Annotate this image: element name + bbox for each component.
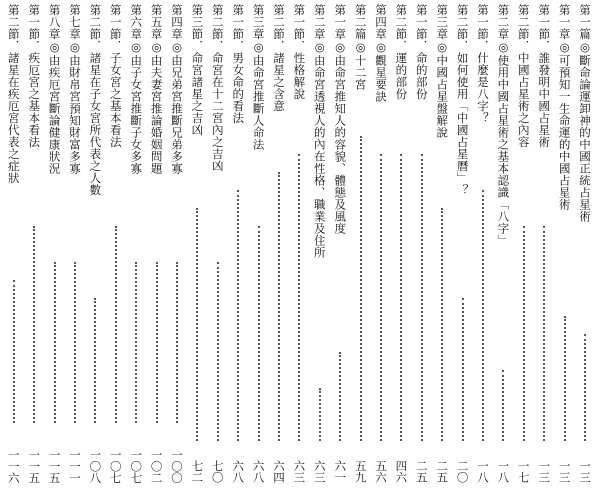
toc-entry-title: 第二節．如何使用「中國占星曆」？: [455, 4, 470, 196]
toc-entry-title: 第二節．諸星在子女宮所代表之人數: [88, 4, 103, 196]
toc-entry[interactable]: [432, 0, 452, 489]
toc-entry[interactable]: [310, 0, 330, 489]
toc-entry-page-number: 六四: [272, 460, 286, 483]
toc-entry-page-number: 一〇二: [149, 448, 164, 483]
toc-entry-title: 第三章◎中國占星盤解說: [435, 4, 450, 139]
toc-entry-page-number: 七〇: [210, 460, 225, 483]
dot-leader: [237, 190, 239, 441]
dot-leader: [339, 352, 341, 441]
toc-entry[interactable]: [45, 0, 65, 489]
dot-leader: [196, 208, 198, 441]
toc-entry-title: 第一章◎可預知一生命運的中國占星術: [557, 4, 572, 211]
dot-leader: [217, 262, 219, 441]
dot-leader: [400, 154, 402, 441]
toc-entry-page-number: 一三: [557, 460, 572, 483]
dot-leader: [543, 226, 545, 441]
toc-entry[interactable]: [330, 0, 350, 489]
toc-entry-page-number: 一〇八: [88, 448, 103, 483]
toc-entry[interactable]: [473, 0, 493, 489]
toc-entry-page-number: 一一五: [47, 448, 62, 483]
toc-entry[interactable]: [85, 0, 105, 489]
toc-entry[interactable]: [412, 0, 432, 489]
toc-entry-title: 第三節．命宮諸星之吉凶: [190, 4, 205, 136]
toc-entry[interactable]: [208, 0, 228, 489]
toc-entry-title: 第一節．子女宮之基本看法: [108, 4, 123, 148]
dot-leader: [115, 226, 117, 423]
dot-leader: [502, 370, 504, 441]
dot-leader: [421, 154, 423, 441]
dot-leader: [584, 334, 586, 441]
toc-entry[interactable]: [126, 0, 146, 489]
toc-entry-page-number: 五六: [374, 460, 388, 483]
toc-entry-page-number: 一八: [496, 460, 511, 483]
dot-leader: [482, 190, 484, 441]
toc-entry-title: 第一節．男女命的看法: [231, 4, 246, 124]
toc-entry[interactable]: [575, 0, 595, 489]
toc-entry-page-number: 五九: [353, 460, 368, 483]
toc-entry[interactable]: [391, 0, 411, 489]
toc-entry-page-number: 七二: [190, 460, 205, 483]
toc-entry[interactable]: [351, 0, 371, 489]
toc-entry[interactable]: [534, 0, 554, 489]
toc-entry[interactable]: [167, 0, 187, 489]
toc-entry[interactable]: [453, 0, 473, 489]
toc-entry-title: 第七章◎由財帛宮預知財富多寡: [68, 4, 82, 175]
dot-leader: [135, 262, 137, 423]
toc-entry-page-number: 一三: [578, 460, 592, 483]
toc-entry-page-number: 六三: [312, 460, 327, 483]
dot-leader: [278, 172, 280, 441]
dot-leader: [298, 154, 300, 441]
toc-entry[interactable]: [4, 0, 24, 489]
dot-leader: [94, 298, 96, 423]
dot-leader: [176, 262, 178, 423]
toc-entry[interactable]: [106, 0, 126, 489]
toc-entry-page-number: 一一一: [68, 448, 82, 483]
toc-entry-title: 第一節．性格解說: [292, 4, 307, 100]
toc-entry-title: 第一節．誰發明中國占星術: [537, 4, 552, 148]
toc-entry-title: 第八章◎由疾厄宮斷論健康狀況: [47, 4, 62, 175]
dot-leader: [564, 316, 566, 441]
toc-entry-page-number: 六八: [251, 460, 266, 483]
dot-leader: [523, 226, 525, 441]
dot-leader: [462, 298, 464, 441]
toc-entry[interactable]: [24, 0, 44, 489]
toc-entry[interactable]: [514, 0, 534, 489]
toc-entry-page-number: 一一六: [6, 448, 21, 483]
toc-entry-title: 第六章◎由子女宮推斷子女多寡: [129, 4, 144, 175]
toc-entry-title: 第二節．中國占星術之內容: [516, 4, 531, 148]
dot-leader: [441, 208, 443, 441]
toc-entry-title: 第五章◎由夫妻宮推論婚姻問題: [149, 4, 164, 175]
toc-entry[interactable]: [371, 0, 391, 489]
dot-leader: [319, 388, 321, 441]
toc-entry-title: 第四章◎觀星要訣: [374, 4, 388, 103]
toc-entry-page-number: 二五: [435, 460, 450, 483]
toc-entry-title: 第二節．諸星在疾厄宮代表之症狀: [6, 4, 21, 184]
toc-entry[interactable]: [187, 0, 207, 489]
dot-leader: [360, 136, 362, 441]
dot-leader: [156, 262, 158, 423]
toc-entry-title: 第一節．疾厄宮之基本看法: [27, 4, 42, 148]
dot-leader: [54, 262, 56, 423]
toc-entry[interactable]: [249, 0, 269, 489]
toc-entry-page-number: 一一五: [27, 448, 42, 483]
toc-entry-title: 第一節．什麼是八字？: [476, 4, 490, 124]
toc-entry[interactable]: [228, 0, 248, 489]
toc-entry[interactable]: [555, 0, 575, 489]
toc-entry-page-number: 六八: [231, 460, 246, 483]
toc-entry[interactable]: [269, 0, 289, 489]
toc-entry-page-number: 一〇七: [108, 448, 123, 483]
toc-entry-page-number: 一〇〇: [170, 448, 184, 483]
dot-leader: [258, 226, 260, 441]
toc-entry[interactable]: [65, 0, 85, 489]
toc-entry[interactable]: [493, 0, 513, 489]
toc-entry[interactable]: [147, 0, 167, 489]
dot-leader: [380, 154, 382, 441]
toc-entry[interactable]: [289, 0, 309, 489]
toc-entry-page-number: 一八: [476, 460, 490, 483]
toc-entry-page-number: 六三: [292, 460, 307, 483]
toc-entry-title: 第二篇◎十二宮: [353, 4, 368, 91]
toc-entry-title: 第二節．諸星之含意: [272, 4, 286, 112]
dot-leader: [33, 226, 35, 423]
toc-entry-page-number: 一三: [537, 460, 552, 483]
toc-entry-title: 第一節．命的部份: [414, 4, 429, 100]
dot-leader: [13, 280, 15, 423]
toc-entry-title: 第二節．運的部份: [394, 4, 409, 100]
toc-entry-title: 第一章◎由命宮推知人的容貌、體態及風度: [333, 4, 348, 235]
toc-entry-title: 第四章◎由兄弟宮推斷兄弟多寡: [170, 4, 184, 175]
toc-entry-title: 第二節．命宮在十二宮內之吉凶: [210, 4, 225, 172]
toc-entry-page-number: 一七: [516, 460, 531, 483]
toc-entry-title: 第一篇◎斷命論運卸神的中國正統占星術: [578, 4, 592, 223]
toc-entry-page-number: 二〇: [455, 460, 470, 483]
toc-entry-page-number: 六一: [333, 460, 348, 483]
toc-entry-title: 第二章◎由命宮透視人的內在性格、職業及住所: [312, 4, 327, 259]
toc-entry-page-number: 四六: [394, 460, 409, 483]
toc-entry-page-number: 二五: [414, 460, 429, 483]
toc-entry-title: 第三章◎由命宮推斷人命法: [251, 4, 266, 151]
toc-entry-title: 第二章◎使用中國占星術之基本認識「八字」: [496, 4, 511, 247]
dot-leader: [74, 262, 76, 423]
toc-entry-page-number: 一〇七: [129, 448, 144, 483]
